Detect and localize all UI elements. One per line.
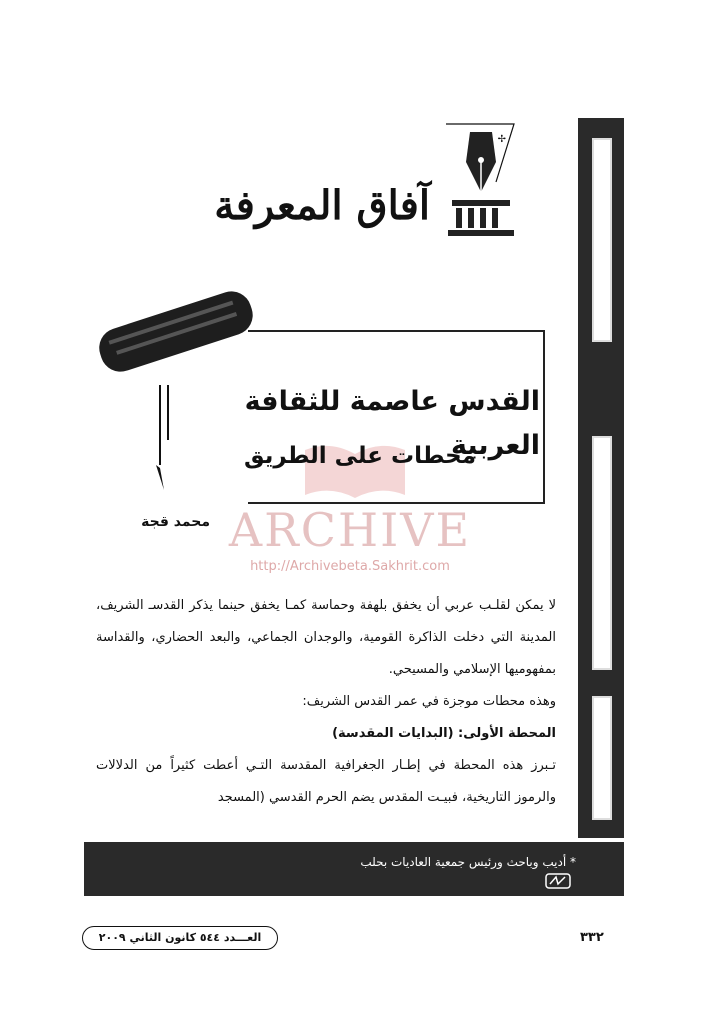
article-title: القدس عاصمة للثقافة العربية: [244, 386, 540, 461]
section-title: آفاق المعرفة: [214, 182, 430, 229]
archive-watermark-url: http://Archivebeta.Sakhrit.com: [250, 559, 450, 574]
station-heading: المحطة الأولى: (البدايات المقدسة): [332, 726, 556, 741]
article-body: [96, 590, 556, 814]
author-name: محمد قجة: [141, 514, 210, 530]
body-paragraph: لا يمكن لقلـب عربي أن يخفق بلهفة وحماسة كمـا يخفق حينما يذكر القدسـ الشريف، المدينة التي دخلت الذاكرة القومية، والوجدان الجماعي، والبعد الحضاري، والقداسة بمفهوميها الإسلامي والمسيحي.: [96, 598, 556, 677]
border-window: [592, 138, 612, 342]
author-footnote: * أديب وباحث ورئيس جمعية العاديات بحلب: [360, 855, 576, 869]
border-window: [592, 436, 612, 670]
issue-info: العـــدد ٥٤٤ كانون الثاني ٢٠٠٩: [82, 926, 278, 950]
page-number: ٣٣٢: [580, 930, 604, 945]
article-subtitle: محطات على الطريق: [244, 443, 476, 469]
border-window: [592, 696, 612, 820]
publisher-mark-icon: [545, 872, 571, 890]
body-paragraph: تـبرز هذه المحطة في إطـار الجغرافية المقدسة التـي أعطت كثيراً من الدلالات والرموز التاريخية، فبيـت المقدس يضم الحرم القدسي (المسجد: [96, 758, 556, 805]
body-paragraph: وهذه محطات موجزة في عمر القدس الشريف:: [302, 694, 556, 709]
pen-columns-logo-icon: [436, 122, 526, 242]
decorative-side-border: [578, 118, 624, 838]
archive-watermark: ARCHIVE: [228, 503, 472, 557]
svg-text:✢: ✢: [497, 134, 506, 145]
